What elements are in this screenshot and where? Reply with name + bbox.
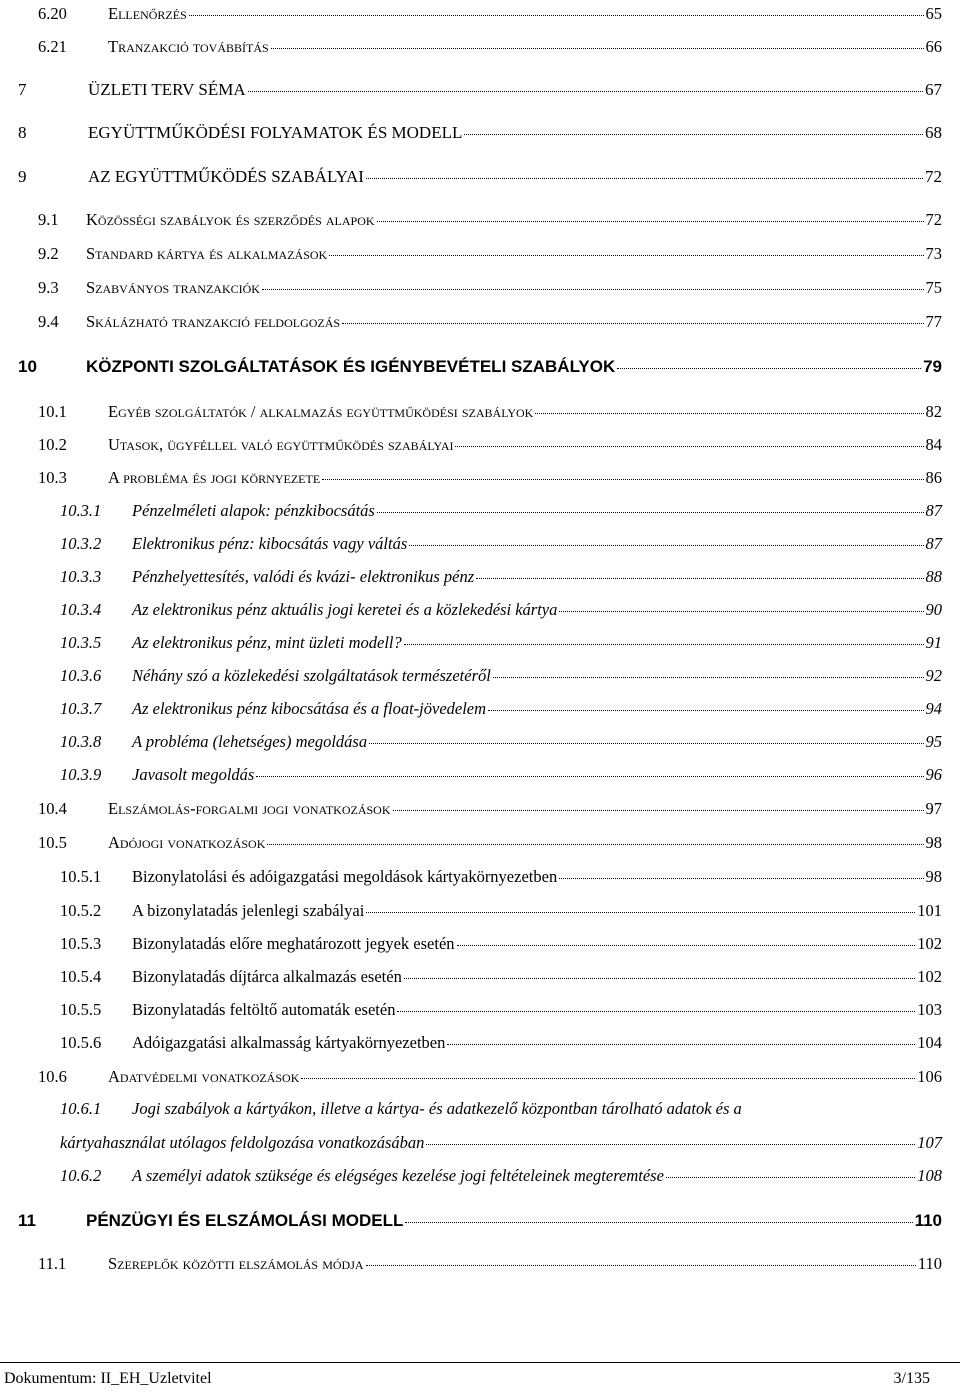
toc-entry-title: Közösségi szabályok és szerződés alapok bbox=[86, 210, 375, 229]
toc-entry-title: Pénzelméleti alapok: pénzkibocsátás bbox=[132, 501, 375, 520]
toc-entry[interactable] bbox=[18, 358, 942, 375]
toc-entry-page: 92 bbox=[925, 666, 942, 685]
toc-entry[interactable] bbox=[60, 635, 942, 652]
toc-entry-title: Tranzakció továbbítás bbox=[108, 37, 269, 56]
dot-leader bbox=[559, 611, 923, 612]
dot-leader bbox=[329, 255, 923, 256]
toc-entry-page: 91 bbox=[925, 633, 942, 652]
toc-entry-number: 10.1 bbox=[38, 402, 67, 421]
dot-leader bbox=[457, 945, 916, 946]
toc-entry[interactable] bbox=[60, 767, 942, 784]
dot-leader bbox=[535, 413, 923, 414]
dot-leader bbox=[447, 1044, 915, 1045]
toc-entry[interactable] bbox=[60, 1035, 942, 1052]
toc-entry-number: 10 bbox=[18, 357, 37, 376]
toc-entry-page: 87 bbox=[925, 534, 942, 553]
dot-leader bbox=[256, 776, 923, 777]
toc-entry-page: 97 bbox=[925, 799, 942, 818]
toc-entry-title: Bizonylatadás díjtárca alkalmazás esetén bbox=[132, 967, 402, 986]
toc-entry-title: Egyéb szolgáltatók / alkalmazás együttműködési szabályok bbox=[108, 402, 534, 421]
dot-leader bbox=[369, 743, 923, 744]
toc-entry[interactable] bbox=[38, 39, 942, 56]
toc-entry-number: 11.1 bbox=[38, 1254, 67, 1273]
toc-entry-number: 10.6 bbox=[38, 1067, 67, 1086]
toc-entry-title: Pénzhelyettesítés, valódi és kvázi- elektronikus pénz bbox=[132, 567, 475, 586]
dot-leader bbox=[366, 912, 915, 913]
toc-entry-page: 72 bbox=[925, 167, 942, 186]
toc-entry[interactable] bbox=[18, 168, 942, 185]
toc-entry-title: A személyi adatok szüksége és elégséges kezelése jogi feltételeinek megteremtése bbox=[132, 1166, 664, 1185]
toc-entry-number: 10.3.1 bbox=[60, 501, 102, 520]
dot-leader bbox=[271, 48, 924, 49]
dot-leader bbox=[476, 578, 923, 579]
footer-page-number: 3/135 bbox=[893, 1370, 930, 1387]
toc-entry[interactable] bbox=[60, 936, 942, 953]
toc-entry-continuation[interactable] bbox=[60, 1135, 942, 1152]
toc-entry-title: Szereplők közötti elszámolás módja bbox=[108, 1254, 364, 1273]
toc-entry-title: Standard kártya és alkalmazások bbox=[86, 244, 328, 263]
toc-entry[interactable] bbox=[60, 602, 942, 619]
toc-entry-page: 73 bbox=[925, 244, 942, 263]
toc-entry-page: 75 bbox=[925, 278, 942, 297]
toc-entry-title: Jogi szabályok a kártyákon, illetve a kártya- és adatkezelő központban tárolható adatok és a bbox=[132, 1099, 742, 1118]
toc-entry-number: 10.5.6 bbox=[60, 1033, 102, 1052]
dot-leader bbox=[301, 1078, 915, 1079]
toc-entry-number: 7 bbox=[18, 80, 27, 99]
toc-entry-number: 6.20 bbox=[38, 4, 67, 23]
toc-entry-title: AZ EGYÜTTMŰKÖDÉS SZABÁLYAI bbox=[88, 167, 364, 186]
toc-entry-page: 90 bbox=[925, 600, 942, 619]
toc-entry-number: 10.5 bbox=[38, 833, 67, 852]
toc-entry-number: 10.3.3 bbox=[60, 567, 102, 586]
toc-entry-title: Adóigazgatási alkalmasság kártyakörnyezetben bbox=[132, 1033, 446, 1052]
toc-entry-page: 103 bbox=[917, 1000, 942, 1019]
toc-entry-number: 10.3.6 bbox=[60, 666, 102, 685]
dot-leader bbox=[617, 368, 921, 369]
toc-entry[interactable] bbox=[60, 1002, 942, 1019]
toc-entry[interactable] bbox=[38, 1069, 942, 1086]
toc-entry-title: Ellenőrzés bbox=[108, 4, 187, 23]
toc-entry-number: 10.3.7 bbox=[60, 699, 102, 718]
toc-entry-page: 94 bbox=[925, 699, 942, 718]
dot-leader bbox=[404, 978, 915, 979]
toc-entry-title: Néhány szó a közlekedési szolgáltatások természetéről bbox=[132, 666, 491, 685]
toc-entry-page: 67 bbox=[925, 80, 942, 99]
toc-entry-number: 10.3.8 bbox=[60, 732, 102, 751]
dot-leader bbox=[342, 323, 923, 324]
toc-entry-page: 68 bbox=[925, 123, 942, 142]
footer-divider bbox=[0, 1362, 960, 1363]
toc-entry-page: 102 bbox=[917, 934, 942, 953]
toc-entry-page: 72 bbox=[925, 210, 942, 229]
toc-entry-number: 10.3.2 bbox=[60, 534, 102, 553]
toc-entry-title: Az elektronikus pénz aktuális jogi keretei és a közlekedési kártya bbox=[132, 600, 558, 619]
toc-entry-title: Adatvédelmi vonatkozások bbox=[108, 1067, 300, 1086]
toc-entry-page: 101 bbox=[917, 901, 942, 920]
toc-entry-page: 77 bbox=[925, 312, 942, 331]
dot-leader bbox=[666, 1177, 915, 1178]
dot-leader bbox=[322, 479, 923, 480]
toc-entry-number: 6.21 bbox=[38, 37, 67, 56]
toc-entry[interactable] bbox=[18, 81, 942, 98]
dot-leader bbox=[393, 810, 924, 811]
toc-entry[interactable] bbox=[60, 869, 942, 886]
toc-entry-page: 110 bbox=[914, 1211, 942, 1230]
dot-leader bbox=[397, 1011, 915, 1012]
toc-entry-page: 98 bbox=[925, 833, 942, 852]
toc-entry[interactable] bbox=[38, 6, 942, 23]
toc-entry-number: 10.2 bbox=[38, 435, 67, 454]
dot-leader bbox=[405, 1222, 912, 1223]
toc-entry-number: 10.3 bbox=[38, 468, 67, 487]
toc-entry[interactable] bbox=[38, 835, 942, 852]
toc-entry-title: Az elektronikus pénz, mint üzleti modell? bbox=[132, 633, 402, 652]
toc-entry-number: 10.6.2 bbox=[60, 1166, 102, 1185]
toc-entry[interactable] bbox=[38, 801, 942, 818]
toc-entry-page: 95 bbox=[925, 732, 942, 751]
toc-entry-title: A probléma és jogi környezete bbox=[108, 468, 321, 487]
toc-entry-page: 82 bbox=[925, 402, 942, 421]
dot-leader bbox=[377, 221, 924, 222]
toc-entry-title: A bizonylatadás jelenlegi szabályai bbox=[132, 901, 365, 920]
toc-entry-page: 65 bbox=[925, 4, 942, 23]
toc-entry-title: KÖZPONTI SZOLGÁLTATÁSOK ÉS IGÉNYBEVÉTELI SZABÁLYOK bbox=[86, 357, 616, 376]
toc-entry[interactable] bbox=[60, 503, 942, 520]
toc-entry-page: 96 bbox=[925, 765, 942, 784]
toc-entry-title: Bizonylatadás feltöltő automaták esetén bbox=[132, 1000, 396, 1019]
toc-entry[interactable] bbox=[60, 536, 942, 553]
toc-entry-number: 8 bbox=[18, 123, 27, 142]
toc-entry[interactable] bbox=[60, 668, 942, 685]
toc-entry-number: 10.5.3 bbox=[60, 934, 102, 953]
toc-entry-title: Szabványos tranzakciók bbox=[86, 278, 260, 297]
dot-leader bbox=[455, 446, 923, 447]
toc-entry-title: Skálázható tranzakció feldolgozás bbox=[86, 312, 341, 331]
toc-entry-title: ÜZLETI TERV SÉMA bbox=[88, 80, 246, 99]
toc-entry[interactable] bbox=[60, 903, 942, 920]
dot-leader bbox=[248, 91, 923, 92]
dot-leader bbox=[366, 1265, 916, 1266]
toc-entry-title: Bizonylatadás előre meghatározott jegyek esetén bbox=[132, 934, 455, 953]
dot-leader bbox=[493, 677, 924, 678]
toc-entry-number: 10.5.1 bbox=[60, 867, 102, 886]
toc-entry-title: A probléma (lehetséges) megoldása bbox=[132, 732, 368, 751]
toc-entry-title-continued: kártyahasználat utólagos feldolgozása vonatkozásában bbox=[60, 1133, 425, 1152]
toc-entry[interactable] bbox=[60, 734, 942, 751]
dot-leader bbox=[409, 545, 923, 546]
dot-leader bbox=[267, 844, 923, 845]
toc-entry-title: Utasok, ügyféllel való együttműködés szabályai bbox=[108, 435, 454, 454]
toc-entry[interactable] bbox=[38, 470, 942, 487]
toc-entry[interactable] bbox=[38, 437, 942, 454]
toc-entry-page: 107 bbox=[917, 1133, 942, 1152]
toc-entry[interactable] bbox=[38, 280, 942, 297]
toc-entry-number: 10.4 bbox=[38, 799, 67, 818]
toc-entry-page: 86 bbox=[925, 468, 942, 487]
toc-entry-number: 10.3.5 bbox=[60, 633, 102, 652]
toc-entry[interactable] bbox=[60, 701, 942, 718]
toc-entry-number: 10.5.2 bbox=[60, 901, 102, 920]
toc-entry-title: Az elektronikus pénz kibocsátása és a float-jövedelem bbox=[132, 699, 487, 718]
toc-entry-page: 110 bbox=[917, 1254, 942, 1273]
toc-entry[interactable] bbox=[60, 1168, 942, 1185]
toc-entry-title: PÉNZÜGYI ÉS ELSZÁMOLÁSI MODELL bbox=[86, 1211, 404, 1230]
dot-leader bbox=[488, 710, 923, 711]
toc-entry-page: 66 bbox=[925, 37, 942, 56]
toc-entry[interactable] bbox=[60, 969, 942, 986]
toc-entry-number: 9.2 bbox=[38, 244, 59, 263]
dot-leader bbox=[366, 178, 923, 179]
toc-entry-page: 87 bbox=[925, 501, 942, 520]
toc-entry-page: 79 bbox=[923, 357, 942, 376]
toc-entry[interactable] bbox=[38, 314, 942, 331]
toc-entry-number: 9.4 bbox=[38, 312, 59, 331]
toc-entry-page: 104 bbox=[917, 1033, 942, 1052]
toc-entry-number: 10.6.1 bbox=[60, 1099, 102, 1118]
dot-leader bbox=[189, 15, 924, 16]
toc-entry-title: Elektronikus pénz: kibocsátás vagy váltás bbox=[132, 534, 408, 553]
toc-entry-page: 98 bbox=[925, 867, 942, 886]
toc-entry-title: EGYÜTTMŰKÖDÉSI FOLYAMATOK ÉS MODELL bbox=[88, 123, 463, 142]
toc-entry[interactable] bbox=[38, 1256, 942, 1273]
toc-entry-page: 102 bbox=[917, 967, 942, 986]
toc-entry-title: Elszámolás-forgalmi jogi vonatkozások bbox=[108, 799, 391, 818]
toc-entry-number: 11 bbox=[18, 1211, 36, 1230]
footer-document-name: Dokumentum: II_EH_Uzletvitel bbox=[4, 1370, 212, 1387]
toc-entry-number: 9.3 bbox=[38, 278, 59, 297]
toc-entry-title: Bizonylatolási és adóigazgatási megoldások kártyakörnyezetben bbox=[132, 867, 558, 886]
toc-entry[interactable] bbox=[18, 1212, 942, 1229]
toc-entry-page: 106 bbox=[917, 1067, 942, 1086]
toc-entry-page: 84 bbox=[925, 435, 942, 454]
toc-entry-number: 10.3.9 bbox=[60, 765, 102, 784]
toc-entry-title: Javasolt megoldás bbox=[132, 765, 255, 784]
toc-entry[interactable] bbox=[38, 246, 942, 263]
toc-entry-number: 9.1 bbox=[38, 210, 59, 229]
dot-leader bbox=[404, 644, 924, 645]
dot-leader bbox=[377, 512, 924, 513]
dot-leader bbox=[426, 1144, 915, 1145]
toc-entry-page: 88 bbox=[925, 567, 942, 586]
toc-entry[interactable] bbox=[38, 212, 942, 229]
toc-entry-page: 108 bbox=[917, 1166, 942, 1185]
dot-leader bbox=[262, 289, 924, 290]
toc-entry[interactable] bbox=[38, 404, 942, 421]
toc-entry-number: 10.3.4 bbox=[60, 600, 102, 619]
toc-entry-number: 10.5.4 bbox=[60, 967, 102, 986]
dot-leader bbox=[559, 878, 923, 879]
toc-entry-title: Adójogi vonatkozások bbox=[108, 833, 266, 852]
toc-entry[interactable] bbox=[60, 569, 942, 586]
toc-entry[interactable] bbox=[60, 1101, 742, 1118]
toc-entry[interactable] bbox=[18, 124, 942, 141]
dot-leader bbox=[464, 134, 923, 135]
toc-entry-number: 9 bbox=[18, 167, 27, 186]
toc-entry-number: 10.5.5 bbox=[60, 1000, 102, 1019]
